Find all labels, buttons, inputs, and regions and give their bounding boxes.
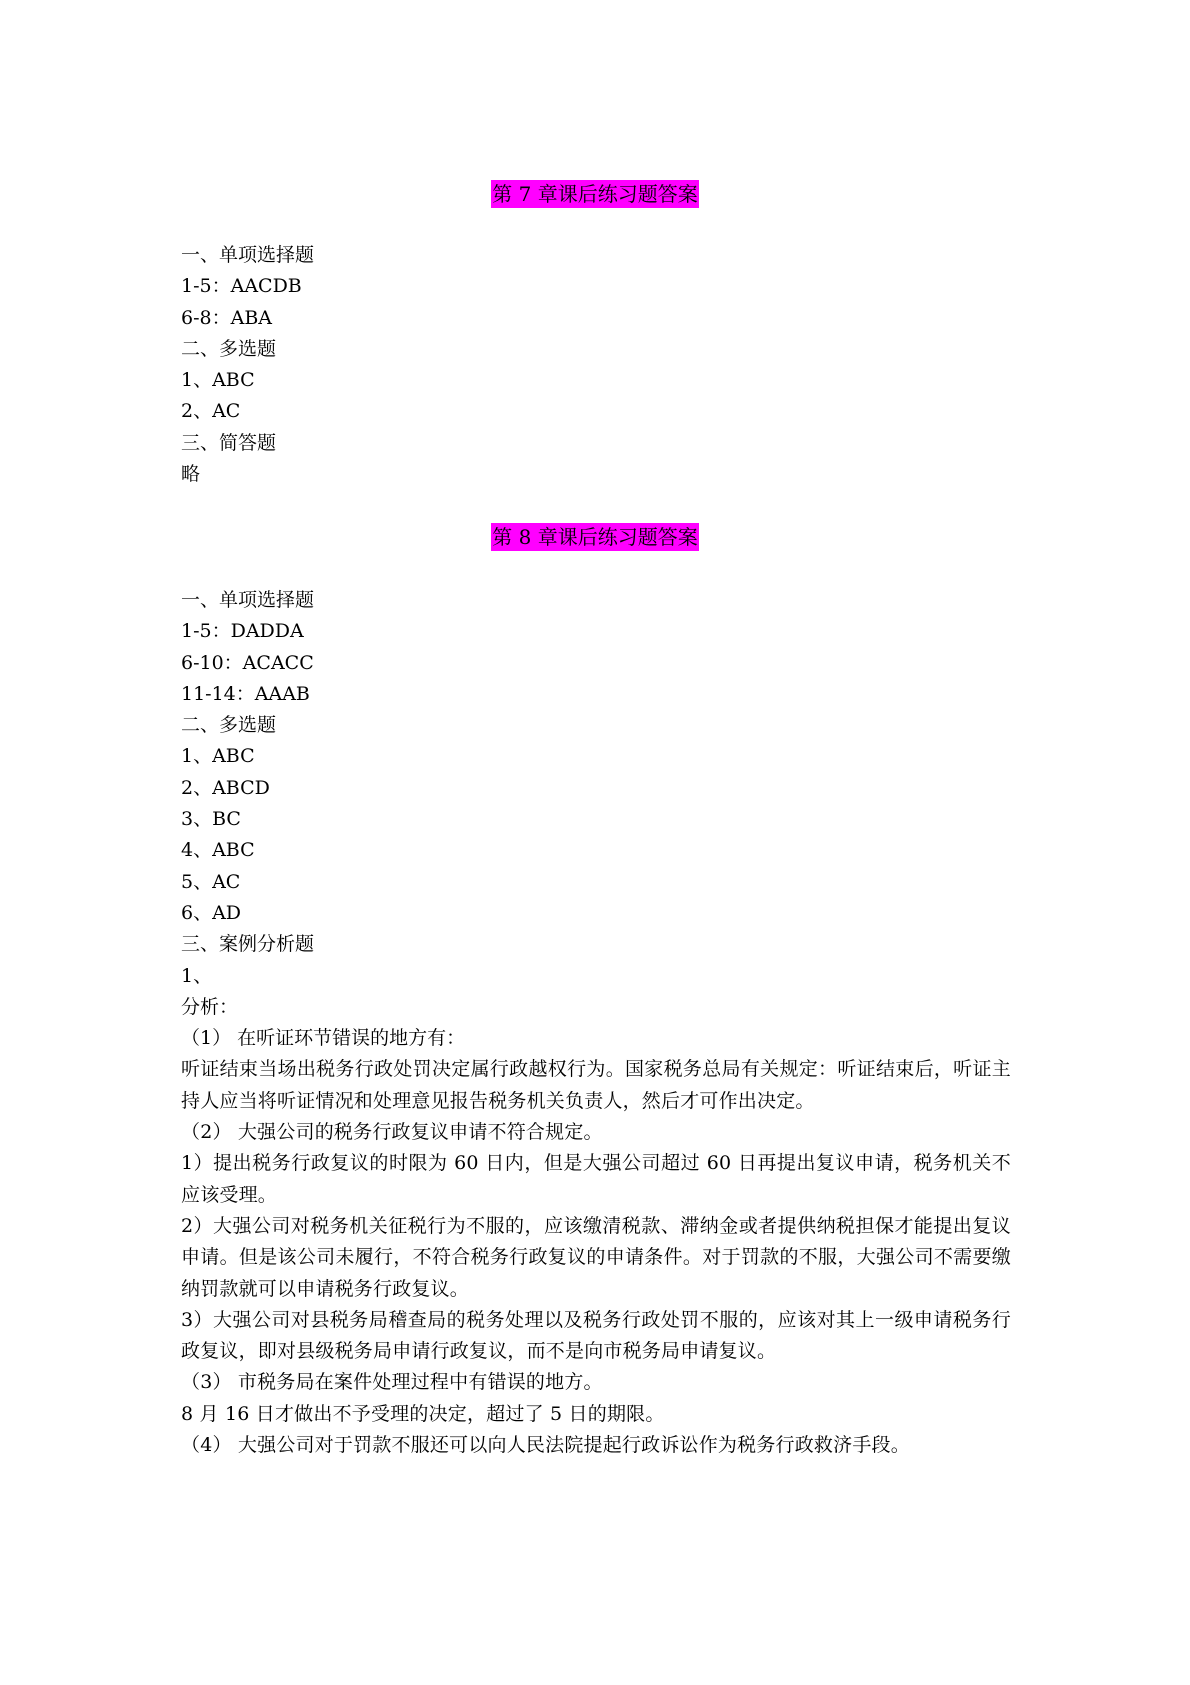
chapter8-line: 1、 [181, 964, 213, 987]
chapter8-paragraph: （3） 市税务局在案件处理过程中有错误的地方。 [181, 1371, 603, 1394]
chapter8-paragraph: 8 月 16 日才做出不予受理的决定，超过了 5 日的期限。 [181, 1402, 665, 1425]
chapter8-paragraph: （2） 大强公司的税务行政复议申请不符合规定。 [181, 1121, 603, 1144]
chapter7-title: 第 7 章课后练习题答案 [492, 182, 698, 206]
chapter8-line: 3、BC [181, 808, 241, 831]
chapter8-line: 6、AD [181, 901, 242, 924]
chapter8-line: 11-14：AAAB [181, 682, 310, 705]
chapter7-answers [181, 240, 1011, 490]
chapter7-line: 三、简答题 [181, 431, 277, 454]
chapter7-line: 6-8：ABA [181, 306, 273, 329]
chapter8-title: 第 8 章课后练习题答案 [492, 525, 698, 549]
chapter8-line: 一、单项选择题 [181, 589, 315, 611]
chapter8-paragraph: 1）提出税务行政复议的时限为 60 日内，但是大强公司超过 60 日再提出复议申请，税务机关不应该受理。 [181, 1152, 1011, 1206]
chapter8-line: （1） 在听证环节错误的地方有： [181, 1027, 466, 1050]
chapter8-line: 分析： [181, 995, 239, 1018]
chapter8-line: 1、ABC [181, 745, 255, 768]
chapter7-line: 略 [181, 463, 201, 486]
chapter8-paragraph: 听证结束当场出税务行政处罚决定属行政越权行为。国家税务总局有关规定：听证结束后，听证主持人应当将听证情况和处理意见报告税务机关负责人，然后才可作出决定。 [181, 1058, 1011, 1112]
chapter8-line: 5、AC [181, 870, 241, 893]
chapter7-line: 1-5：AACDB [181, 275, 302, 298]
chapter8-line: 4、ABC [181, 839, 255, 862]
chapter8-line: 二、多选题 [181, 714, 277, 737]
chapter8-title-row [0, 523, 1190, 551]
chapter7-line: 1、ABC [181, 369, 255, 392]
chapter8-line: 三、案例分析题 [181, 933, 315, 956]
chapter7-line: 2、AC [181, 400, 241, 423]
chapter8-line: 2、ABCD [181, 776, 270, 799]
chapter8-line: 6-10：ACACC [181, 651, 314, 674]
chapter8-paragraph: （4） 大强公司对于罚款不服还可以向人民法院提起行政诉讼作为税务行政救济手段。 [181, 1434, 910, 1457]
chapter7-title-row [0, 180, 1190, 208]
chapter8-paragraph: 3）大强公司对县税务局稽查局的税务处理以及税务行政处罚不服的，应该对其上一级申请税务行政复议，即对县级税务局申请行政复议，而不是向市税务局申请复议。 [181, 1308, 1011, 1363]
chapter7-line: 一、单项选择题 [181, 244, 315, 266]
chapter8-paragraph: 2）大强公司对税务机关征税行为不服的，应该缴清税款、滞纳金或者提供纳税担保才能提出复议申请。但是该公司未履行，不符合税务行政复议的申请条件。对于罚款的不服，大强公司不需要缴纳罚款就可以申请税务行政复议。 [181, 1214, 1011, 1300]
chapter7-line: 二、多选题 [181, 337, 277, 360]
chapter8-line: 1-5：DADDA [181, 620, 304, 643]
chapter8-answers [181, 585, 1011, 1461]
